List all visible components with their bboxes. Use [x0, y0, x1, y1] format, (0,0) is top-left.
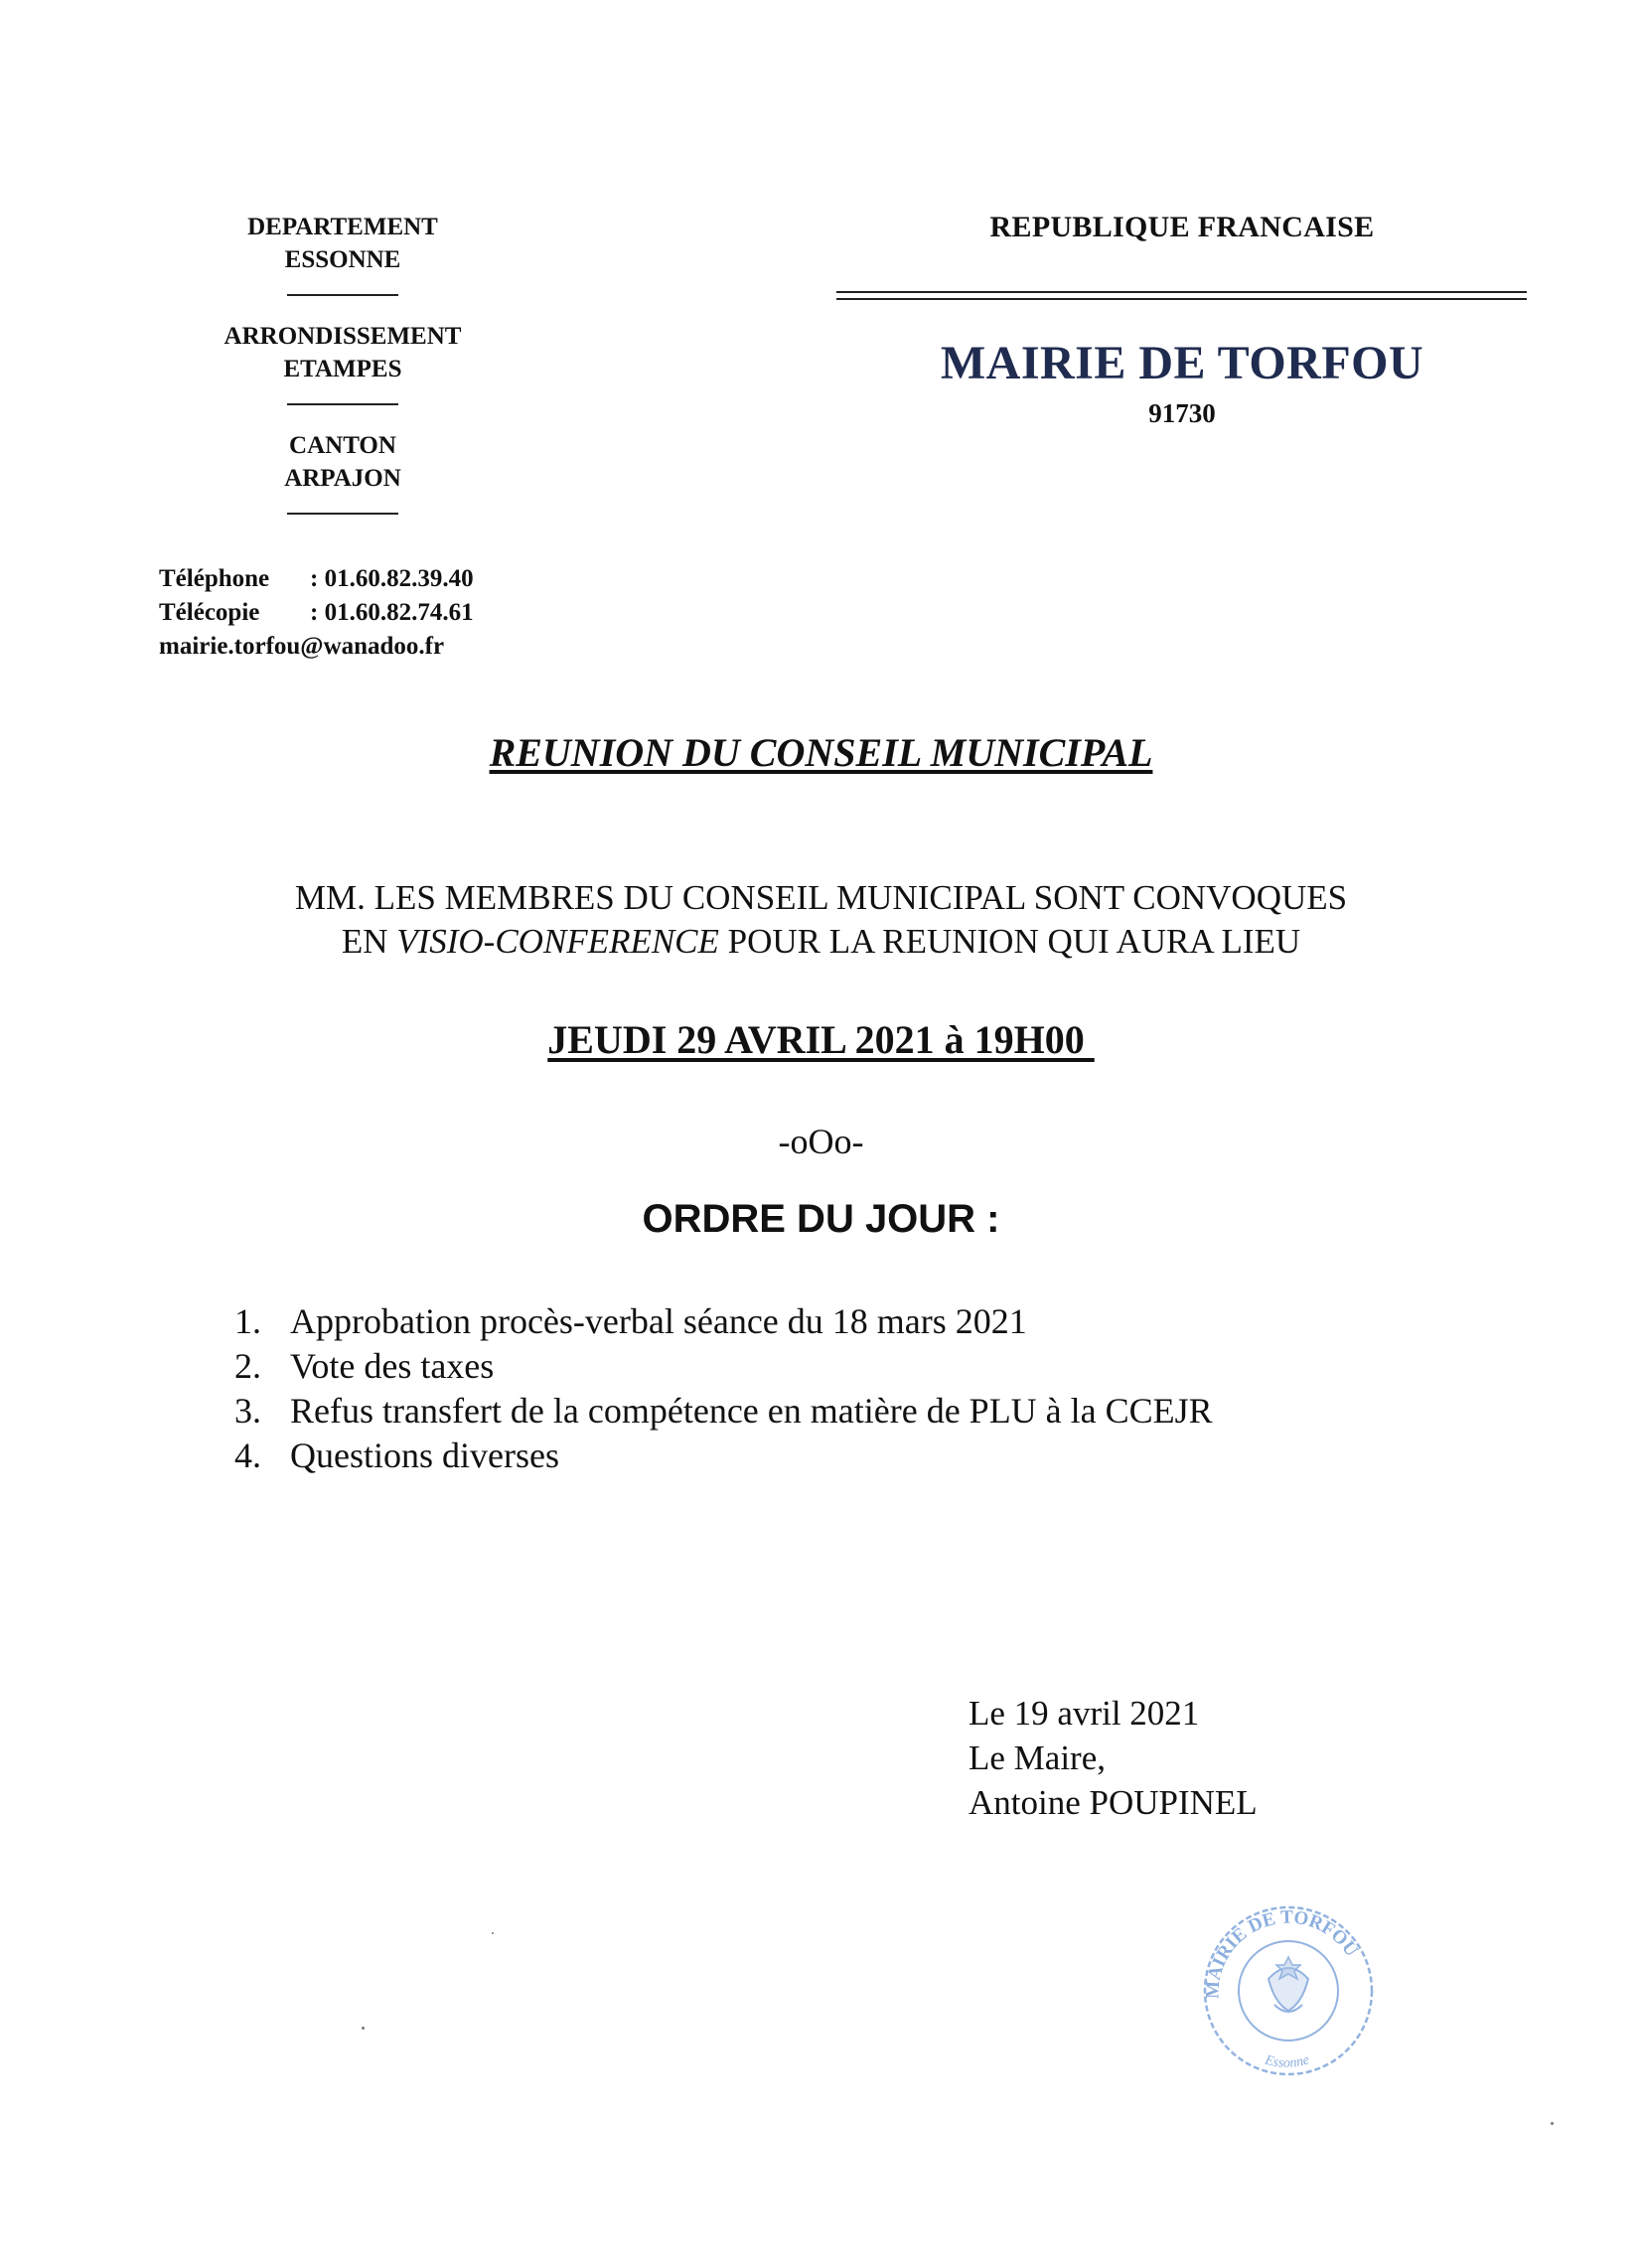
telephone-row	[159, 562, 536, 596]
postcode: 91730	[1148, 398, 1216, 428]
convocation-suffix: POUR LA REUNION QUI AURA LIEU	[718, 922, 1301, 961]
double-rule	[836, 291, 1527, 300]
convocation-prefix: EN	[341, 922, 397, 961]
meeting-title: REUNION DU CONSEIL MUNICIPAL	[489, 730, 1153, 775]
telephone-number: : 01.60.82.39.40	[310, 565, 474, 592]
administrative-header	[159, 211, 526, 515]
email-address: mairie.torfou@wanadoo.fr	[159, 633, 445, 660]
convocation-line-2	[0, 920, 1642, 964]
contact-block	[159, 562, 536, 664]
convocation-text	[0, 876, 1642, 964]
stamp-text-bottom: Essonne	[1263, 2052, 1311, 2071]
signature-role: Le Maire,	[969, 1739, 1106, 1777]
agenda-item-number: 1.	[234, 1301, 261, 1341]
ornament: -oOo-	[778, 1122, 864, 1161]
departement-block	[159, 211, 526, 276]
agenda-item-text: Questions diverses	[290, 1436, 559, 1475]
arrondissement-block	[159, 320, 526, 385]
agenda-item-number: 3.	[234, 1391, 261, 1431]
agenda-item	[234, 1389, 1213, 1434]
agenda-item-number: 4.	[234, 1436, 261, 1475]
agenda-list	[234, 1299, 1213, 1478]
signature-name: Antoine POUPINEL	[969, 1783, 1258, 1822]
agenda-item	[234, 1434, 1213, 1478]
arrondissement-name: ETAMPES	[283, 356, 402, 382]
convocation-line-1: MM. LES MEMBRES DU CONSEIL MUNICIPAL SONT CONVOQUES	[294, 878, 1348, 917]
visio-conference-text: VISIO-CONFERENCE	[396, 922, 719, 961]
republique-heading: REPUBLIQUE FRANCAISE	[989, 211, 1375, 243]
scan-speck	[1551, 2122, 1554, 2125]
canton-name: ARPAJON	[284, 465, 401, 492]
canton-label: CANTON	[289, 432, 396, 459]
telecopie-label: Télécopie	[159, 599, 260, 626]
departement-name: ESSONNE	[284, 246, 401, 273]
signature-date: Le 19 avril 2021	[969, 1694, 1200, 1733]
svg-text:Essonne	[1263, 2052, 1311, 2070]
mairie-title: MAIRIE DE TORFOU	[940, 337, 1424, 389]
mairie-stamp-icon	[1187, 1888, 1386, 2086]
divider	[287, 513, 398, 515]
arrondissement-label: ARRONDISSEMENT	[224, 323, 462, 350]
telecopie-row	[159, 596, 536, 630]
departement-label: DEPARTEMENT	[247, 214, 438, 240]
scan-speck	[492, 1932, 494, 1934]
signature-block	[969, 1691, 1258, 1825]
stamp-text-top: MAIRIE DE TORFOU	[1202, 1906, 1363, 2000]
telecopie-number: : 01.60.82.74.61	[310, 599, 474, 626]
canton-block	[159, 429, 526, 495]
divider	[287, 403, 398, 405]
meeting-date-text: JEUDI 29 AVRIL 2021 à 19H00	[547, 1017, 1095, 1062]
telephone-label: Téléphone	[159, 565, 270, 592]
agenda-item-number: 2.	[234, 1346, 261, 1386]
agenda-item	[234, 1344, 1213, 1389]
meeting-date	[0, 1016, 1642, 1063]
agenda-item-text: Vote des taxes	[290, 1346, 495, 1386]
agenda-item-text: Refus transfert de la compétence en matière de PLU à la CCEJR	[290, 1391, 1213, 1431]
scan-speck	[362, 2027, 365, 2030]
agenda-item	[234, 1299, 1213, 1344]
agenda-item-text: Approbation procès-verbal séance du 18 mars 2021	[290, 1301, 1027, 1341]
agenda-title: ORDRE DU JOUR :	[642, 1197, 1000, 1241]
divider	[287, 294, 398, 296]
